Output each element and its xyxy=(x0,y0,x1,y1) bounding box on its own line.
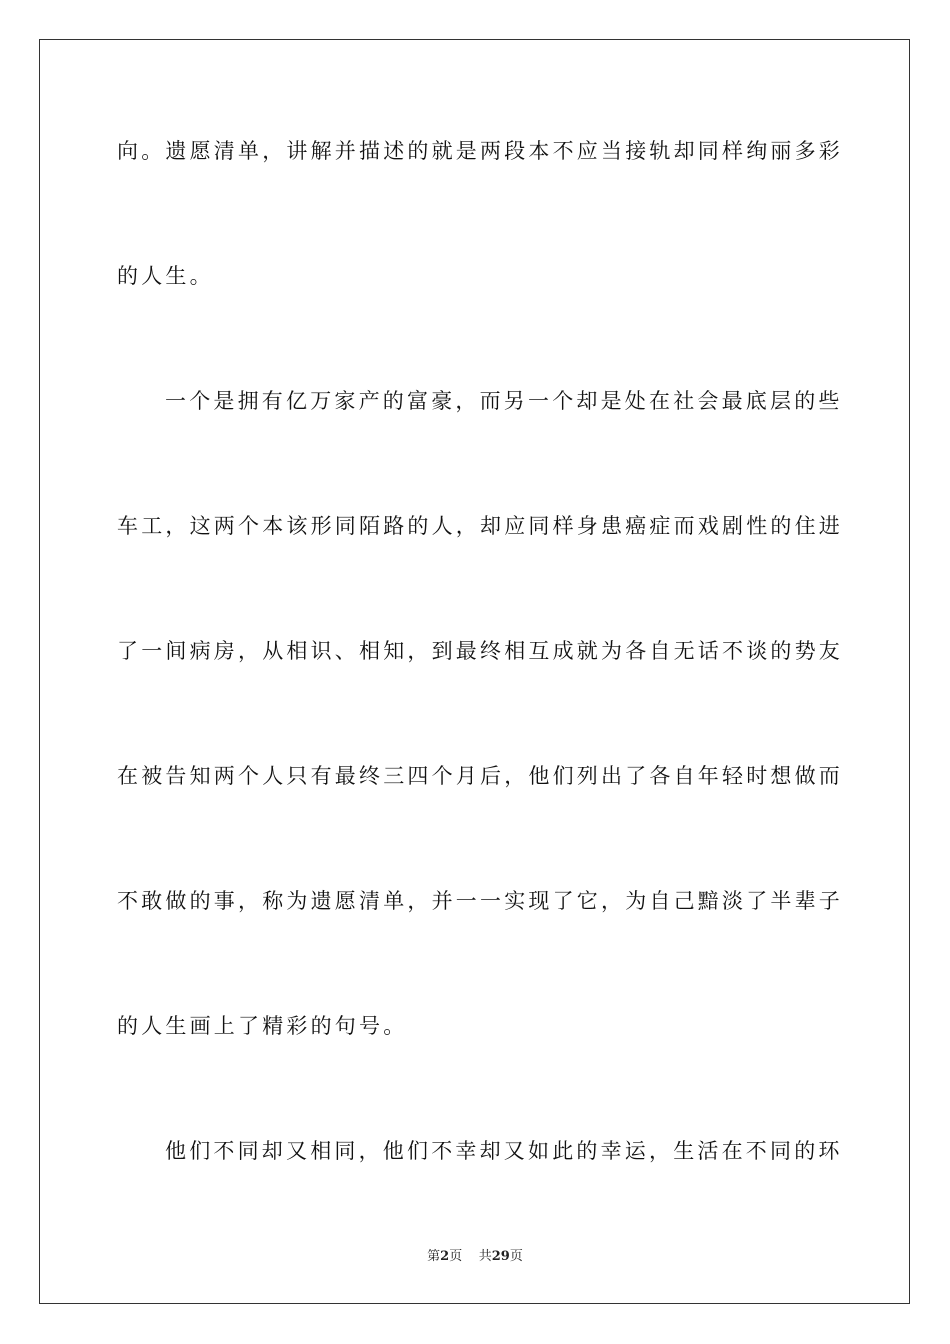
total-pages-suffix: 页 xyxy=(509,1249,523,1264)
text-line-1: 向。遗愿清单，讲解并描述的就是两段本不应当接轨却同样绚丽多彩 xyxy=(117,139,843,163)
paragraph-2-first-line: 一个是拥有亿万家产的富豪，而另一个却是处在社会最底层的些 xyxy=(165,389,843,413)
paragraph-3-first-line: 他们不同却又相同，他们不幸却又如此的幸运，生活在不同的环 xyxy=(165,1139,843,1163)
page-number-prefix: 第 xyxy=(427,1249,441,1264)
text-line-4: 车工，这两个本该形同陌路的人，却应同样身患癌症而戏剧性的住进 xyxy=(117,514,843,538)
text-line-8: 的人生画上了精彩的句号。 xyxy=(117,1014,408,1038)
page-number-suffix: 页 xyxy=(449,1249,463,1264)
text-line-7: 不敢做的事，称为遗愿清单，并一一实现了它，为自己黯淡了半辈子 xyxy=(117,889,843,913)
total-pages: 29 xyxy=(491,1249,510,1264)
page-footer xyxy=(0,1248,950,1266)
text-line-2: 的人生。 xyxy=(117,264,214,288)
text-line-6: 在被告知两个人只有最终三四个月后，他们列出了各自年轻时想做而 xyxy=(117,764,843,788)
page-number: 2 xyxy=(440,1249,450,1264)
text-line-5: 了一间病房，从相识、相知，到最终相互成就为各自无话不谈的势友 xyxy=(117,639,843,663)
total-pages-prefix: 共 xyxy=(478,1249,492,1264)
page-border xyxy=(39,39,910,1304)
